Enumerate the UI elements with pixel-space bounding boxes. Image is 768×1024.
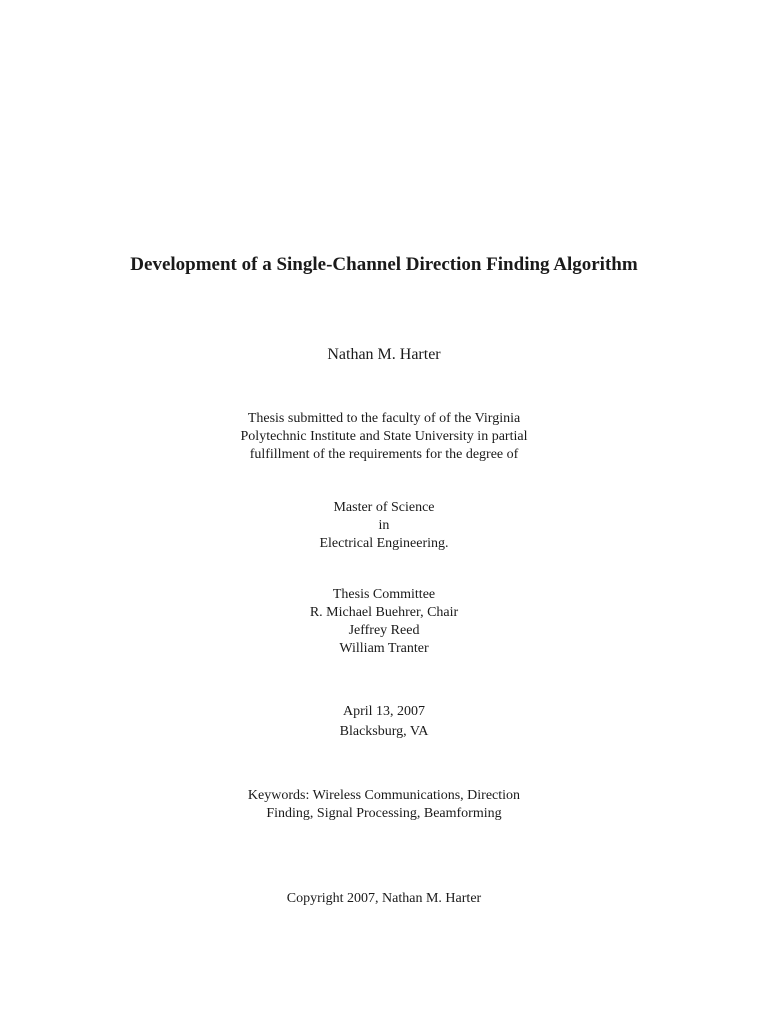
keywords-block	[0, 787, 768, 823]
copyright-notice	[0, 890, 768, 908]
date-place-block	[0, 702, 768, 742]
degree-name: Master of Science	[333, 500, 435, 515]
degree-field: Electrical Engineering.	[319, 536, 449, 551]
degree-block	[0, 499, 768, 553]
committee-member: William Tranter	[339, 641, 429, 656]
submission-place: Blacksburg, VA	[339, 724, 429, 739]
copyright-text: Copyright 2007, Nathan M. Harter	[286, 891, 482, 906]
degree-connector: in	[378, 518, 390, 533]
author-name	[0, 344, 768, 366]
submission-line: Thesis submitted to the faculty of of the Virginia	[247, 411, 521, 426]
submission-line: fulfillment of the requirements for the degree of	[249, 447, 519, 462]
thesis-title-text: Development of a Single-Channel Direction Finding Algorithm	[130, 254, 638, 275]
thesis-title	[0, 252, 768, 278]
committee-block	[0, 586, 768, 658]
author-name-text: Nathan M. Harter	[327, 346, 441, 363]
keywords-line: Keywords: Wireless Communications, Direction	[247, 788, 521, 803]
submission-line: Polytechnic Institute and State University in partial	[240, 429, 528, 444]
submission-statement	[0, 410, 768, 464]
submission-date: April 13, 2007	[342, 704, 426, 719]
keywords-line: Finding, Signal Processing, Beamforming	[266, 806, 502, 821]
committee-member: R. Michael Buehrer, Chair	[309, 605, 459, 620]
committee-heading: Thesis Committee	[332, 587, 436, 602]
committee-member: Jeffrey Reed	[348, 623, 420, 638]
